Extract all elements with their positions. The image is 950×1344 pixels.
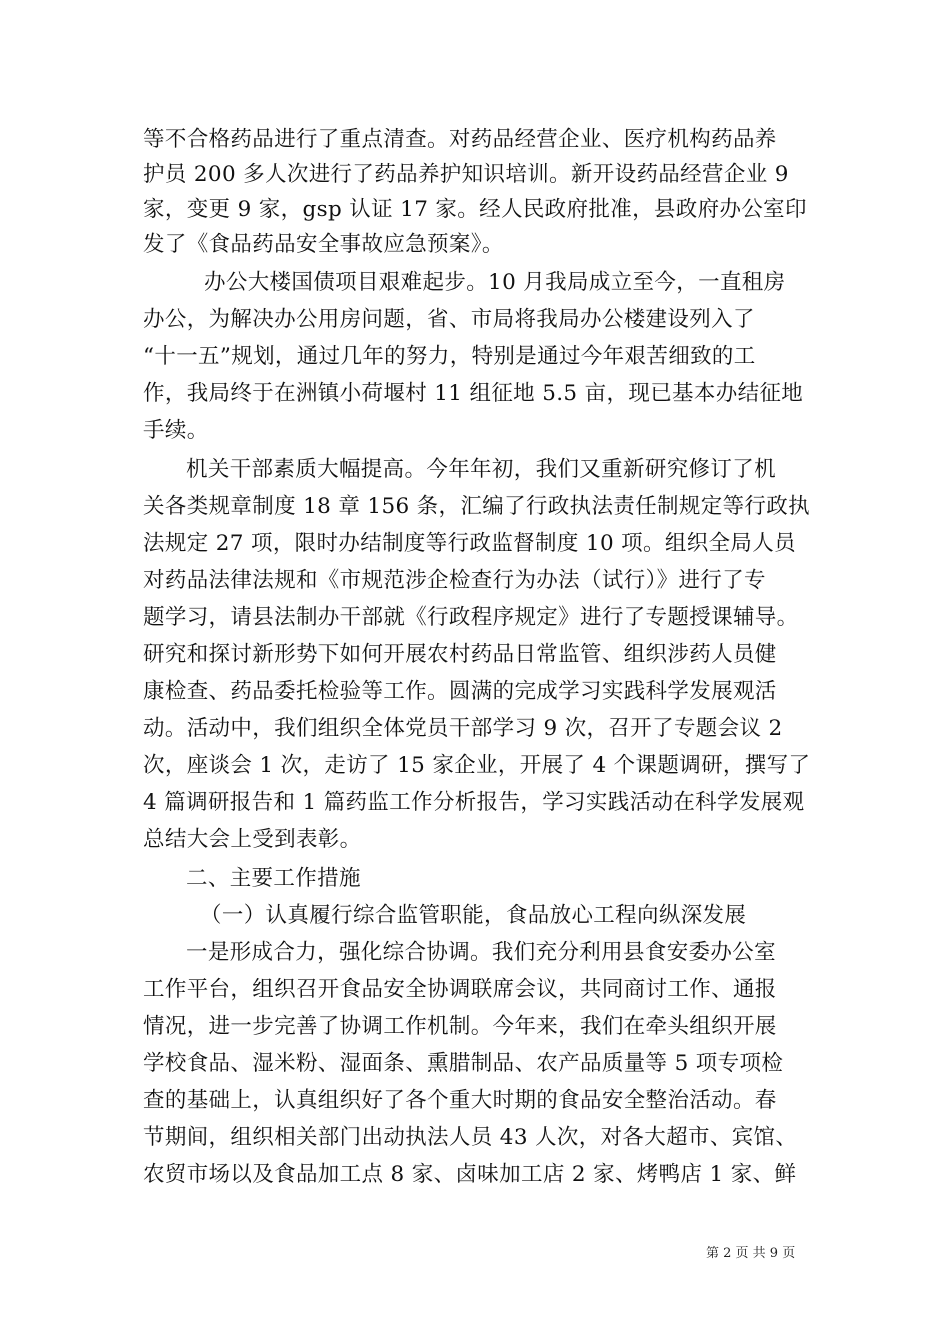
text-line: 发了《食品药品安全事故应急预案》。: [143, 232, 504, 257]
section-heading: 二、主要工作措施: [186, 866, 361, 891]
text-line: 次，座谈会 1 次，走访了 15 家企业，开展了 4 个课题调研，撰写了: [143, 753, 811, 778]
text-line: 等不合格药品进行了重点清查。对药品经营企业、医疗机构药品养: [143, 127, 777, 152]
text-line: 工作平台，组织召开食品安全协调联席会议，共同商讨工作、通报: [143, 977, 777, 1002]
text-line: 护员 200 多人次进行了药品养护知识培训。新开设药品经营企业 9: [143, 162, 789, 187]
paragraph-first-line: 机关干部素质大幅提高。今年年初，我们又重新研究修订了机: [186, 457, 776, 482]
text-line: 法规定 27 项，限时办结制度等行政监督制度 10 项。组织全局人员: [143, 531, 796, 556]
text-line: “十一五”规划，通过几年的努力，特别是通过今年艰苦细致的工: [143, 344, 756, 369]
text-line: 动。活动中，我们组织全体党员干部学习 9 次，召开了专题会议 2: [143, 716, 783, 741]
text-line: 家，变更 9 家，gsp 认证 17 家。经人民政府批准，县政府办公室印: [143, 197, 807, 222]
text-line: 研究和探讨新形势下如何开展农村药品日常监管、组织涉药人员健: [143, 642, 777, 667]
text-line: 农贸市场以及食品加工点 8 家、卤味加工店 2 家、烤鸭店 1 家、鲜: [143, 1162, 797, 1187]
text-line: 学校食品、湿米粉、湿面条、熏腊制品、农产品质量等 5 项专项检: [143, 1051, 784, 1076]
text-line: 对药品法律法规和《市规范涉企检查行为办法（试行）》进行了专: [143, 568, 766, 593]
text-line: 办公，为解决办公用房问题，省、市局将我局办公楼建设列入了: [143, 307, 755, 332]
text-line: 作，我局终于在洲镇小荷堰村 11 组征地 5.5 亩，现已基本办结征地: [143, 381, 804, 406]
subsection-heading: （一）认真履行综合监管职能，食品放心工程向纵深发展: [200, 903, 747, 928]
paragraph-first-line: 一是形成合力，强化综合协调。我们充分利用县食安委办公室: [186, 940, 776, 965]
text-line: 题学习，请县法制办干部就《行政程序规定》进行了专题授课辅导。: [143, 605, 799, 630]
text-line: 节期间，组织相关部门出动执法人员 43 人次，对各大超市、宾馆、: [143, 1125, 798, 1150]
text-line: 情况，进一步完善了协调工作机制。今年来，我们在牵头组织开展: [143, 1014, 777, 1039]
text-line: 关各类规章制度 18 章 156 条，汇编了行政执法责任制规定等行政执: [143, 494, 810, 519]
text-line: 查的基础上，认真组织好了各个重大时期的食品安全整治活动。春: [143, 1088, 777, 1113]
text-line: 手续。: [143, 418, 209, 443]
text-line: 4 篇调研报告和 1 篇药监工作分析报告，学习实践活动在科学发展观: [143, 790, 805, 815]
paragraph-first-line: 办公大楼国债项目艰难起步。10 月我局成立至今，一直租房: [204, 270, 786, 295]
text-line: 总结大会上受到表彰。: [143, 827, 362, 852]
page-number: 第 2 页 共 9 页: [706, 1246, 796, 1261]
text-line: 康检查、药品委托检验等工作。圆满的完成学习实践科学发展观活: [143, 679, 777, 704]
